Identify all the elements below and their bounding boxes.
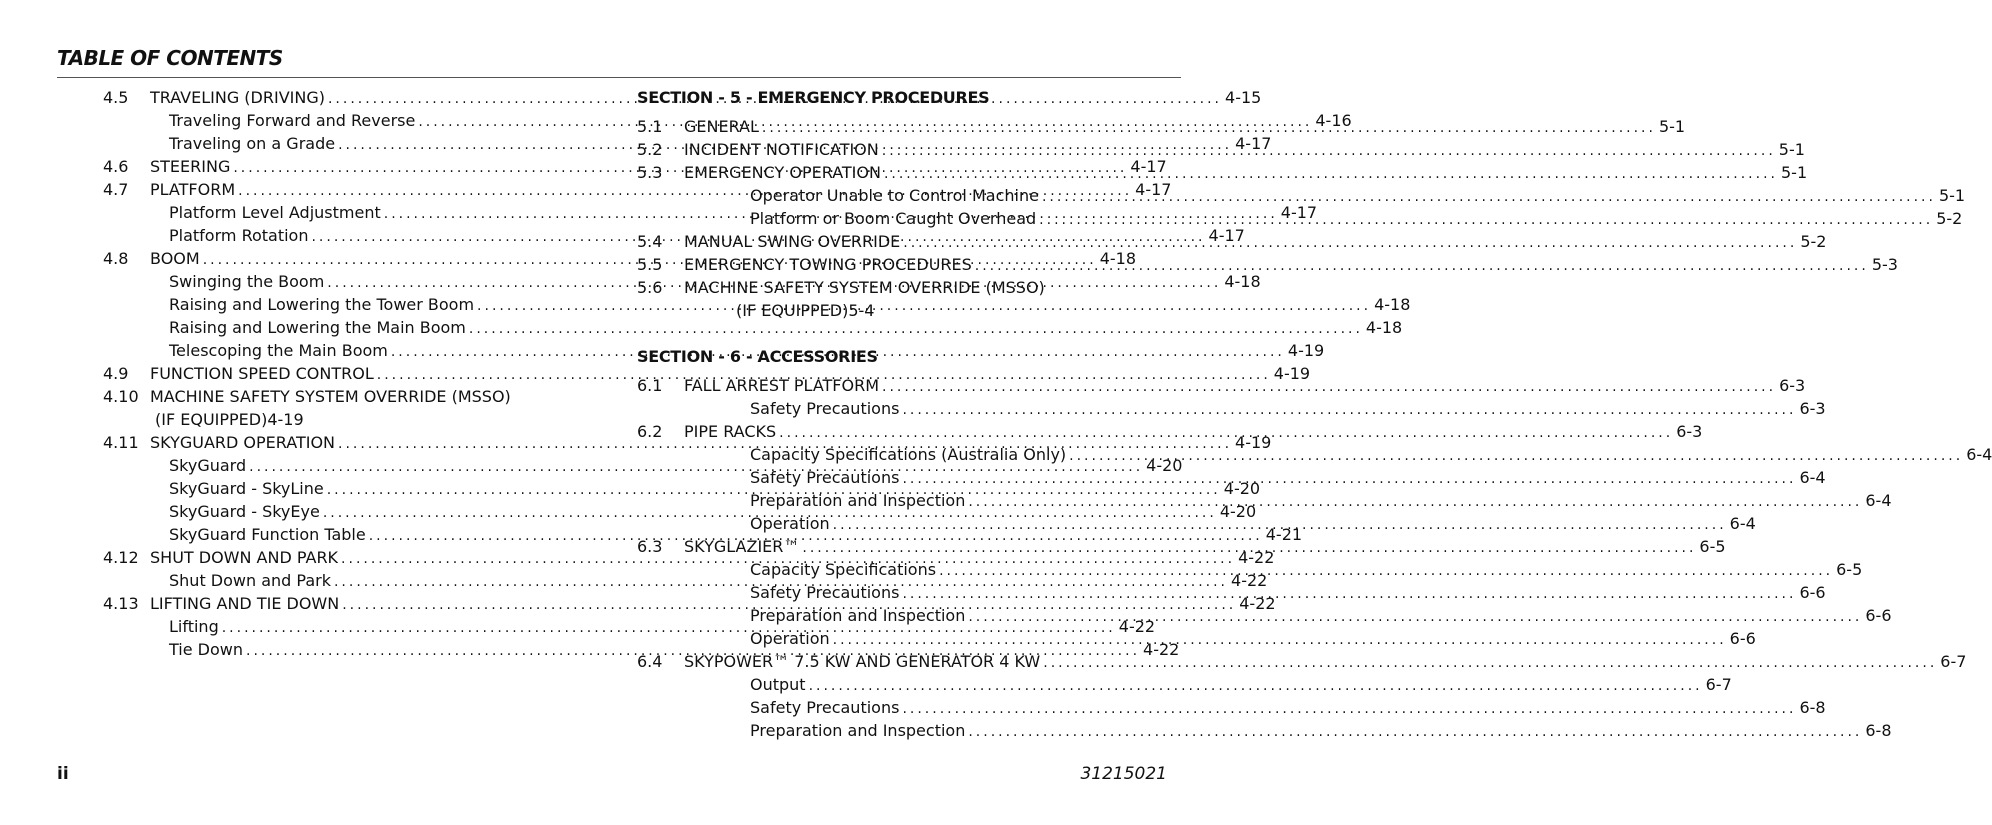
toc-entry-title: Raising and Lowering the Main Boom [169,318,466,337]
toc-entry-page: 4-18 [1374,295,1411,314]
dot-leader [939,560,1833,583]
dot-leader [884,163,1778,186]
dot-leader [882,376,1776,399]
toc-entry-title: Platform Level Adjustment [169,203,381,222]
toc-entry-page: 6-4 [1729,514,1756,533]
toc-entry[interactable] [103,362,1311,385]
toc-entry-page: 4-17 [1130,157,1167,176]
toc-entry-page: 6-5 [1699,537,1726,556]
toc-entry-page: 4-20 [1146,456,1183,475]
toc-entry-title: Shut Down and Park [169,571,331,590]
toc-entry-page: 6-4 [1865,491,1892,510]
toc-entry-title: Lifting [169,617,219,636]
toc-entry-number: 6.2 [637,422,663,441]
toc-entry-page: 4-17 [1135,180,1172,199]
dot-leader [975,255,1869,278]
header-rule [57,77,1181,78]
toc-entry-page: 4-19 [1273,364,1311,383]
toc-entry-title: PLATFORM [150,180,236,199]
toc-entry-page: 6-3 [1799,399,1826,418]
toc-entry-page: 6-6 [1729,629,1756,648]
toc-entry-number: 4.12 [103,548,139,567]
dot-leader [902,698,1796,721]
toc-entry-title: FALL ARREST PLATFORM [684,376,880,395]
toc-entry[interactable] [637,374,1806,397]
dot-leader [1042,186,1936,209]
toc-entry-title: Safety Precautions [750,698,900,717]
toc-entry[interactable] [637,650,1967,673]
document-number: 31215021 [1080,764,1167,784]
toc-entry-title: STEERING [150,157,231,176]
toc-entry-page: 6-4 [1799,468,1826,487]
toc-entry-page: 4-15 [1225,88,1262,107]
toc-entry-page: 4-22 [1118,617,1156,636]
toc-entry-title: Operator Unable to Control Machine [750,186,1039,205]
toc-entry-page: 5-1 [1780,163,1808,182]
toc-entry-title: Tie Down [169,640,243,659]
toc-entry-page: 4-17 [1235,134,1272,153]
toc-entry-number: 4.13 [103,594,139,613]
toc-entry-title: Operation [750,514,830,533]
dot-leader [968,491,1862,514]
toc-entry-number: 4.7 [103,180,129,199]
toc-entry-number: 6.1 [637,376,663,395]
toc-entry-title: Operation [750,629,830,648]
toc-entry-number: 5.4 [637,232,663,251]
toc-entry-title: PIPE RACKS [684,422,777,441]
toc-entry-number: 4.5 [103,88,129,107]
toc-entry-title: SkyGuard - SkyLine [169,479,324,498]
toc-entry-page: 5-2 [1936,209,1963,228]
toc-entry-continuation: (IF EQUIPPED)5-4 [736,301,875,320]
section-heading-5: SECTION - 5 - EMERGENCY PROCEDURES [637,88,990,107]
toc-entry-page: 4-17 [1208,226,1245,245]
toc-entry-page: 6-8 [1865,721,1892,740]
toc-entry-page: 6-5 [1836,560,1863,579]
dot-leader [1043,652,1937,675]
toc-entry-page: 4-18 [1365,318,1403,337]
toc-entry-title: TRAVELING (DRIVING) [150,88,325,107]
toc-entry-title: Safety Precautions [750,468,900,487]
toc-entry-page: 4-22 [1143,640,1180,659]
toc-entry-title: Safety Precautions [750,583,900,602]
toc-entry-title: Traveling on a Grade [169,134,336,153]
toc-entry-title: SKYGLAZIER™ [684,537,800,556]
toc-entry-title: Platform Rotation [169,226,309,245]
toc-entry-title: SkyGuard Function Table [169,525,366,544]
toc-entry-page: 4-18 [1224,272,1261,291]
dot-leader [968,721,1862,744]
toc-entry-title: GENERAL [684,117,759,136]
toc-entry-title: Safety Precautions [750,399,900,418]
toc-entry-number: 4.8 [103,249,129,268]
dot-leader [833,629,1727,652]
dot-leader [809,675,1703,698]
toc-entry-title: EMERGENCY OPERATION [684,163,881,182]
dot-leader [902,583,1796,606]
toc-entry-title: MACHINE SAFETY SYSTEM OVERRIDE (MSSO) [684,278,1045,297]
toc-entry-number: 5.6 [637,278,663,297]
toc-entry-page: 5-1 [1778,140,1805,159]
toc-entry-title: EMERGENCY TOWING PROCEDURES [684,255,972,274]
toc-entry-continuation: (IF EQUIPPED)4-19 [155,410,304,429]
toc-entry-page: 4-20 [1223,479,1261,498]
toc-entry-title: Capacity Specifications [750,560,937,579]
toc-entry-page: 6-8 [1799,698,1826,717]
toc-entry-title: Capacity Specifications (Australia Only) [750,445,1067,464]
toc-subentry[interactable] [637,696,1826,719]
toc-entry-page: 5-1 [1938,186,1966,205]
toc-entry-page: 6-3 [1779,376,1806,395]
toc-entry-title: Platform or Boom Caught Overhead [750,209,1037,228]
toc-entry-title: Swinging the Boom [169,272,325,291]
toc-subentry[interactable] [637,443,1992,466]
toc-subentry[interactable] [637,184,1966,207]
toc-entry-page: 4-17 [1280,203,1318,222]
toc-entry-page: 4-22 [1231,571,1268,590]
toc-entry-page: 4-22 [1239,594,1276,613]
toc-entry-title: FUNCTION SPEED CONTROL [150,364,374,383]
toc-entry-page: 6-6 [1799,583,1826,602]
toc-entry-title: SHUT DOWN AND PARK [150,548,339,567]
toc-entry-page: 6-4 [1966,445,1992,464]
toc-entry-title: Telescoping the Main Boom [169,341,388,360]
toc-entry-page: 6-3 [1676,422,1703,441]
toc-subentry[interactable] [637,673,1732,696]
dot-leader [779,422,1673,445]
toc-entry-title: Traveling Forward and Reverse [169,111,416,130]
page-number: ii [57,764,69,784]
toc-entry[interactable] [637,253,1898,276]
dot-leader [802,537,1696,560]
toc-entry-number: 5.3 [637,163,663,182]
dot-leader [902,468,1796,491]
section-heading-6: SECTION - 6 - ACCESSORIES [637,347,878,366]
toc-entry-title: Preparation and Inspection [750,606,966,625]
toc-entry-number: 4.10 [103,387,139,406]
toc-subentry[interactable] [637,604,1892,627]
toc-entry-number: 4.9 [103,364,129,383]
toc-entry-title: Raising and Lowering the Tower Boom [169,295,475,314]
toc-entry[interactable] [637,276,1182,299]
toc-entry-page: 4-21 [1265,525,1303,544]
toc-entry-page: 4-22 [1238,548,1275,567]
toc-entry-title: Preparation and Inspection [750,491,966,510]
dot-leader [903,232,1797,255]
toc-entry-page: 4-19 [1235,433,1272,452]
dot-leader [902,399,1796,422]
toc-entry-number: 5.2 [637,140,663,159]
toc-entry-title: SkyGuard [169,456,247,475]
toc-entry-number: 5.1 [637,117,663,136]
toc-entry-title: INCIDENT NOTIFICATION [684,140,879,159]
toc-entry[interactable] [103,385,601,408]
toc-entry-title: SKYGUARD OPERATION [150,433,336,452]
toc-entry-page: 6-6 [1865,606,1892,625]
toc-entry-title: MANUAL SWING OVERRIDE [684,232,901,251]
toc-entry-title: LIFTING AND TIE DOWN [150,594,340,613]
toc-subentry[interactable] [103,316,1403,339]
toc-subentry[interactable] [637,397,1826,420]
toc-entry-page: 5-2 [1800,232,1827,251]
toc-entry-page: 4-18 [1099,249,1137,268]
toc-entry-page: 4-20 [1219,502,1257,521]
dot-leader [762,117,1656,140]
toc-entry-number: 6.3 [637,537,663,556]
toc-entry-page: 4-19 [1287,341,1325,360]
toc-entry[interactable] [637,161,1808,184]
dot-leader [833,514,1727,537]
toc-entry-title: MACHINE SAFETY SYSTEM OVERRIDE (MSSO) [150,387,511,406]
toc-entry-page: 6-7 [1705,675,1732,694]
dot-leader [968,606,1862,629]
toc-entry-number: 4.6 [103,157,129,176]
toc-subentry[interactable] [637,627,1756,650]
dot-leader [1039,209,1933,232]
dot-leader [882,140,1776,163]
page-title: TABLE OF CONTENTS [57,46,283,70]
toc-entry-title: Preparation and Inspection [750,721,966,740]
toc-entry-number: 4.11 [103,433,139,452]
toc-entry-number: 6.4 [637,652,663,671]
toc-subentry[interactable] [637,719,1892,742]
dot-leader [1069,445,1963,468]
toc-entry-title: BOOM [150,249,200,268]
toc-entry-title: SKYPOWER™ 7.5 KW AND GENERATOR 4 KW [684,652,1041,671]
toc-entry-title: Output [750,675,806,694]
toc-entry-page: 4-16 [1315,111,1352,130]
toc-entry-title: SkyGuard - SkyEye [169,502,320,521]
toc-entry-page: 6-7 [1940,652,1967,671]
toc-entry-page: 5-3 [1871,255,1898,274]
toc-entry-number: 5.5 [637,255,663,274]
toc-entry-page: 5-1 [1658,117,1686,136]
